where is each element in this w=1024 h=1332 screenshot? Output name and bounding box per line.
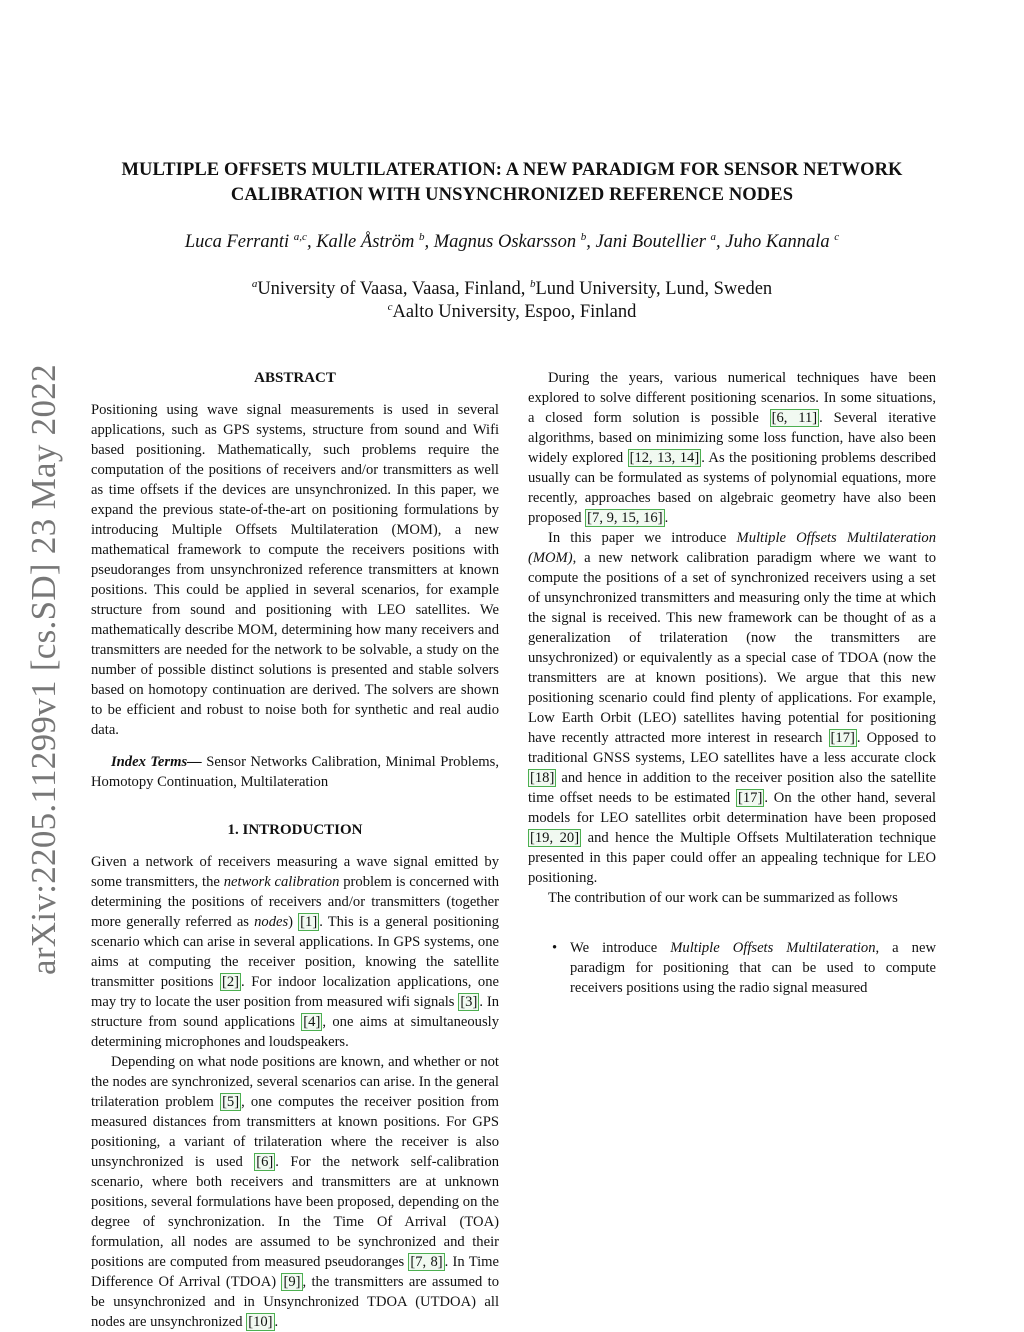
emphasis: nodes xyxy=(254,914,289,930)
citation-link[interactable]: [6, 11] xyxy=(771,410,818,426)
text-run: , one computes the receiver position from measured distances from transmitters at known positions. For GPS positioning, a variant of trilateration where the receiver is also unsynchronized is used xyxy=(91,1094,499,1170)
author-name: Kalle Åström xyxy=(316,232,415,252)
author-affiliation-mark: b xyxy=(418,231,425,243)
arxiv-identifier: arXiv:2205.11299v1 [cs.SD] 23 May 2022 xyxy=(24,364,63,975)
text-run: . In structure from sound applications xyxy=(91,994,499,1030)
author-list: Luca Ferranti $^{a,c}$, Kalle Åström $^b$, Magnus Oskarsson $^b$, Jani Boutellier $^a$, Juho Kannala $^c$ xyxy=(184,231,840,252)
affiliation-a: University of Vaasa, Vaasa, Finland, xyxy=(257,279,526,299)
title-line-2: CALIBRATION WITH UNSYNCHRONIZED REFERENCE NODES xyxy=(230,185,794,205)
text-run: . Several iterative algorithms, based on minimizing some loss function, have also been widely explored xyxy=(528,410,936,466)
text-run: . For indoor localization applications, one may try to locate the user position from measured wifi signals xyxy=(91,974,500,1010)
intro-paragraph-3 xyxy=(528,368,936,528)
affiliation-line-1 xyxy=(60,278,964,301)
text-run: . For the network self-calibration scenario, where both receivers and transmitters are at unknown positions, several formulations have been proposed, depending on the degree of synchronization. In the Time Of Arrival (TOA) formulation, all nodes are assumed to be synchronized and their positions are computed from measured pseudoranges xyxy=(91,1154,499,1270)
list-item xyxy=(528,938,936,998)
text-run: . On the other hand, several models for LEO satellites orbit determination have been proposed xyxy=(528,790,936,826)
citation-link[interactable]: [7, 8] xyxy=(410,1254,443,1270)
emphasis: Multiple Offsets Multilateration (MOM) xyxy=(528,530,936,566)
title-line-1: MULTIPLE OFFSETS MULTILATERATION: A NEW PARADIGM FOR SENSOR NETWORK xyxy=(121,160,903,180)
affiliation-mark-c: c xyxy=(387,301,393,313)
text-run: Depending on what node positions are known, and whether or not the nodes are synchronized, several scenarios can arise. In the general trilateration problem xyxy=(91,1054,499,1110)
author-affiliation-mark: c xyxy=(834,231,840,243)
intro-heading: 1. INTRODUCTION xyxy=(227,822,363,838)
citation-link[interactable]: [9] xyxy=(283,1274,301,1290)
right-column xyxy=(528,368,936,998)
left-column xyxy=(91,368,499,1332)
author-name: Magnus Oskarsson xyxy=(433,232,577,252)
citation-link[interactable]: [12, 13, 14] xyxy=(629,450,700,466)
index-terms-text: Sensor Networks Calibration, Minimal Problems, Homotopy Continuation, Multilateration xyxy=(91,754,499,790)
text-run: ) xyxy=(288,914,299,930)
text-run: , a new network calibration paradigm where we want to compute the positions of a set of synchronized receivers using a set of unsynchronized transmitters and measuring only the time at which the signal is received. This new framework can be thought of as a generalization of trilateration (now the transmitters are unsychronized) or equivalently as a special case of TDOA (now the transmitters are at known positions). We argue that this new positioning scenario could find plenty of applications. For example, Low Earth Orbit (LEO) satellites having potential for positioning have recently attracted more interest in research xyxy=(528,550,936,746)
text-run: and hence in addition to the receiver position also the satellite time offset needs to be estimated xyxy=(528,770,936,806)
text-run: and hence the Multiple Offsets Multilateration technique presented in this paper could offer an appealing technique for LEO positioning. xyxy=(528,830,936,886)
citation-link[interactable]: [17] xyxy=(830,730,855,746)
text-run: , one aims at simultaneously determining microphones and loudspeakers. xyxy=(91,1014,499,1050)
affiliation-c: Aalto University, Espoo, Finland xyxy=(392,302,637,322)
citation-link[interactable]: [4] xyxy=(303,1014,321,1030)
citation-link[interactable]: [19, 20] xyxy=(530,830,580,846)
abstract-text: Positioning using wave signal measurements is used in several applications, such as GPS systems, structure from sound and Wifi based positioning. Mathematically, such problems require the computation of the positions of receivers and/or transmitters as well as time offsets if the devices are unsynchronized. In this paper, we expand the previous state-of-the-art on positioning formulations by introducing Multiple Offsets Multilateration (MOM), a new mathematical framework to compute the receivers positions with pseudoranges from unsynchronized reference transmitters at known positions. This could be applied in several scenarios, for example structure from sound and positioning with LEO satellites. We mathematically describe MOM, determining how many receivers and transmitters are needed for the network to be solvable, a study on the number of possible distinct solutions is presented and stable solvers based on homotopy continuation are derived. The solvers are shown to be efficient and robust to noise both for synthetic and real audio data. xyxy=(91,402,499,738)
text-run: Given a network of receivers measuring a wave signal emitted by some transmitters, the xyxy=(91,854,499,890)
text-run: , the transmitters are assumed to be unsynchronized and in Unsynchronized TDOA (UTDOA) all nodes are unsynchronized xyxy=(91,1274,499,1330)
author-name: Juho Kannala xyxy=(725,232,830,252)
affiliation-mark-a: a xyxy=(251,278,258,290)
emphasis: network calibration xyxy=(223,874,340,890)
author-name: Luca Ferranti xyxy=(184,232,290,252)
index-terms-label: Index Terms— xyxy=(111,754,202,770)
affiliation-mark-b: b xyxy=(529,278,536,290)
citation-link[interactable]: [10] xyxy=(248,1314,273,1330)
citation-link[interactable]: [2] xyxy=(222,974,240,990)
text-run: . xyxy=(274,1314,279,1330)
abstract-heading: ABSTRACT xyxy=(254,370,336,386)
citation-link[interactable]: [3] xyxy=(460,994,478,1010)
text-run: We introduce xyxy=(570,940,671,956)
emphasis: Multiple Offsets Multilateration xyxy=(670,940,876,956)
affiliations xyxy=(60,278,964,324)
affiliation-b: Lund University, Lund, Sweden xyxy=(535,279,773,299)
text-run: . As the positioning problems described usually can be formulated as systems of polynomial equations, more recently, approaches based on algebraic geometry have also been proposed xyxy=(528,450,936,526)
text-run: . In Time Difference Of Arrival (TDOA) xyxy=(91,1254,499,1290)
text-run: , a new paradigm for positioning that can be used to compute receivers positions using the radio signal measured xyxy=(570,940,936,996)
affiliation-line-2 xyxy=(60,301,964,324)
index-terms xyxy=(91,752,499,792)
citation-link[interactable]: [17] xyxy=(738,790,763,806)
text-run: . Opposed to traditional GNSS systems, LEO satellites have a less accurate clock xyxy=(528,730,936,766)
citation-link[interactable]: [1] xyxy=(300,914,318,930)
text-run: . xyxy=(664,510,669,526)
intro-paragraph-4 xyxy=(528,528,936,888)
citation-link[interactable]: [7, 9, 15, 16] xyxy=(587,510,663,526)
intro-paragraph-1 xyxy=(91,852,499,1052)
text-run: In this paper we introduce xyxy=(548,530,737,546)
citation-link[interactable]: [5] xyxy=(222,1094,240,1110)
contribution-list xyxy=(528,938,936,998)
list-item-text xyxy=(570,938,936,998)
bullet-icon: • xyxy=(552,940,558,956)
citation-link[interactable]: [18] xyxy=(530,770,555,786)
paper-title xyxy=(80,158,944,208)
citation-link[interactable]: [6] xyxy=(256,1154,274,1170)
text-run: . This is a general positioning scenario which can arise in several applications. In GPS systems, one aims at computing the receiver position, knowing the satellite transmitter positions xyxy=(91,914,499,990)
text-run: During the years, various numerical techniques have been explored to solve different positioning scenarios. In some situations, a closed form solution is possible xyxy=(528,370,936,426)
text-run: problem is concerned with determining the positions of receivers and/or transmitters (together more generally referred as xyxy=(91,874,499,930)
intro-paragraph-2 xyxy=(91,1052,499,1332)
author-affiliation-mark: a,c xyxy=(293,231,307,243)
author-affiliation-mark: b xyxy=(580,231,587,243)
author-name: Jani Boutellier xyxy=(595,232,706,252)
intro-paragraph-5: The contribution of our work can be summarized as follows xyxy=(548,890,898,906)
author-affiliation-mark: a xyxy=(710,231,717,243)
